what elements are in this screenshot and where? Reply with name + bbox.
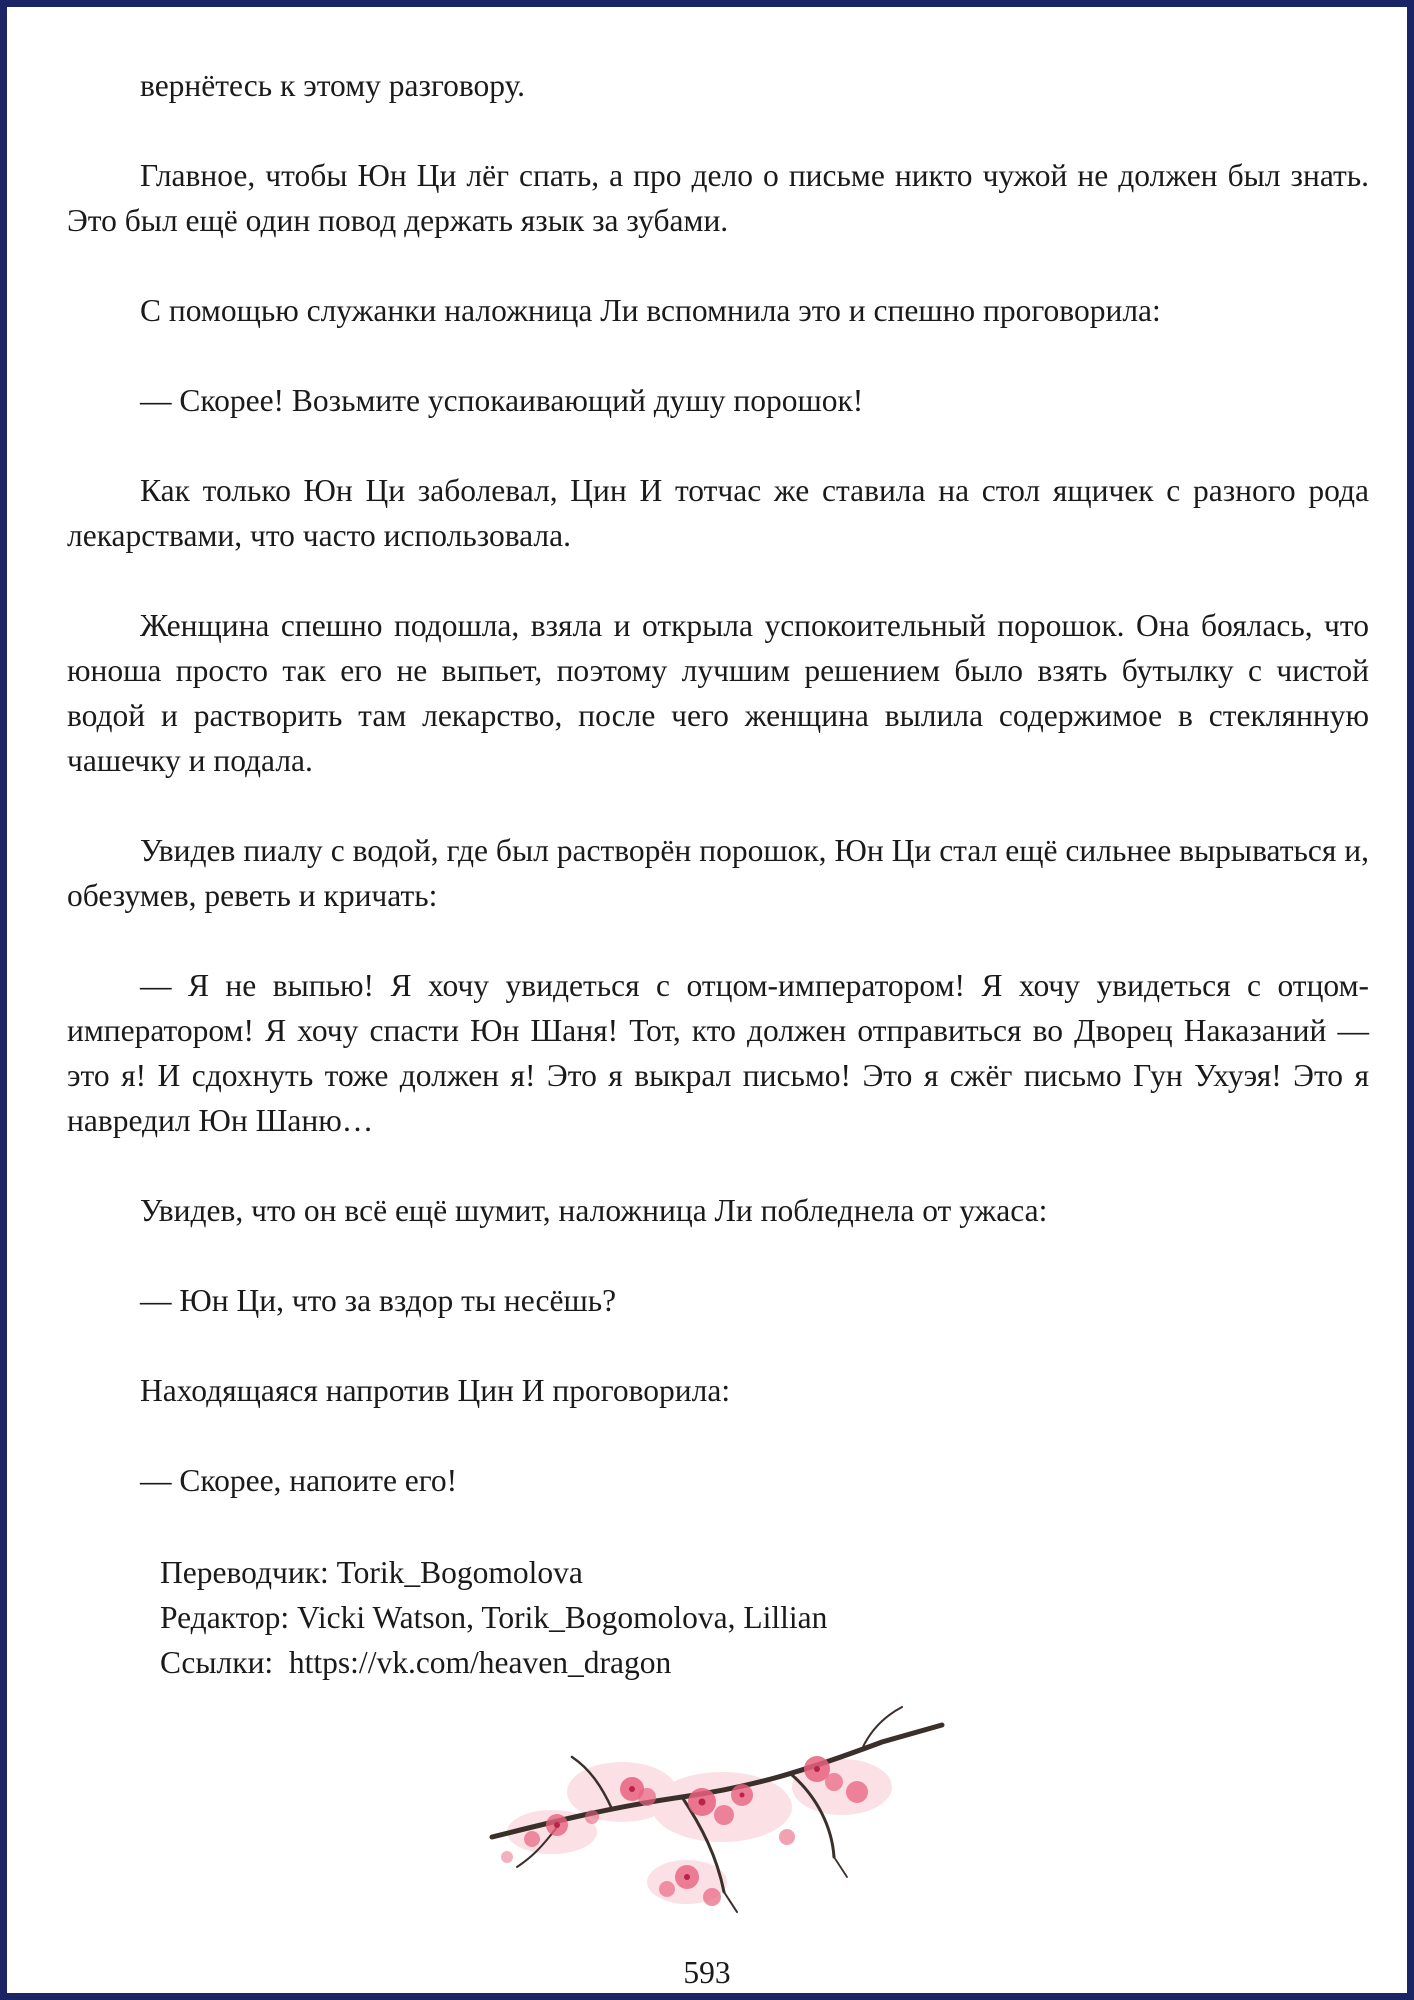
paragraph-8: — Я не выпью! Я хочу увидеться с отцом-императором! Я хочу увидеться с отцом-императором! Я хочу спасти Юн Шаня! Тот, кто должен отправиться во Дворец Наказаний — это я! И сдохнуть тоже должен я! Это я выкрал письмо! Это я сжёг письмо Гун Ухуэя! Это я навредил Юн Шаню… (67, 968, 1369, 1138)
editor-credit: Редактор: Vicki Watson, Torik_Bogomolova, Lillian (160, 1600, 828, 1635)
paragraph-12: — Скорее, напоите его! (140, 1463, 458, 1498)
links-credit: Ссылки: https://vk.com/heaven_dragon (160, 1645, 672, 1680)
paragraph-5: Как только Юн Ци заболевал, Цин И тотчас же ставила на стол ящичек с разного рода лекарствами, что часто использовала. (67, 473, 1369, 553)
paragraph-4: — Скорее! Возьмите успокаивающий душу порошок! (140, 383, 864, 418)
credits-block (160, 1550, 827, 1685)
page-number: 593 (683, 1955, 731, 1990)
paragraph-10: — Юн Ци, что за вздор ты несёшь? (140, 1283, 617, 1318)
text-body (67, 63, 1369, 1548)
cherry-blossom-branch-icon (462, 1697, 962, 1937)
paragraph-9: Увидев, что он всё ещё шумит, наложница Ли побледнела от ужаса: (140, 1193, 1048, 1228)
translator-credit: Переводчик: Torik_Bogomolova (160, 1555, 583, 1590)
paragraph-3: С помощью служанки наложница Ли вспомнила это и спешно проговорила: (140, 293, 1161, 328)
paragraph-11: Находящаяся напротив Цин И проговорила: (140, 1373, 731, 1408)
paragraph-6: Женщина спешно подошла, взяла и открыла успокоительный порошок. Она боялась, что юноша просто так его не выпьет, поэтому лучшим решением было взять бутылку с чистой водой и растворить там лекарство, после чего женщина вылила содержимое в стеклянную чашечку и подала. (67, 608, 1369, 778)
paragraph-1: вернётесь к этому разговору. (140, 68, 526, 103)
paragraph-2: Главное, чтобы Юн Ци лёг спать, а про дело о письме никто чужой не должен был знать. Это был ещё один повод держать язык за зубами. (67, 158, 1369, 238)
paragraph-7: Увидев пиалу с водой, где был растворён порошок, Юн Ци стал ещё сильнее вырываться и, обезумев, реветь и кричать: (67, 833, 1369, 913)
